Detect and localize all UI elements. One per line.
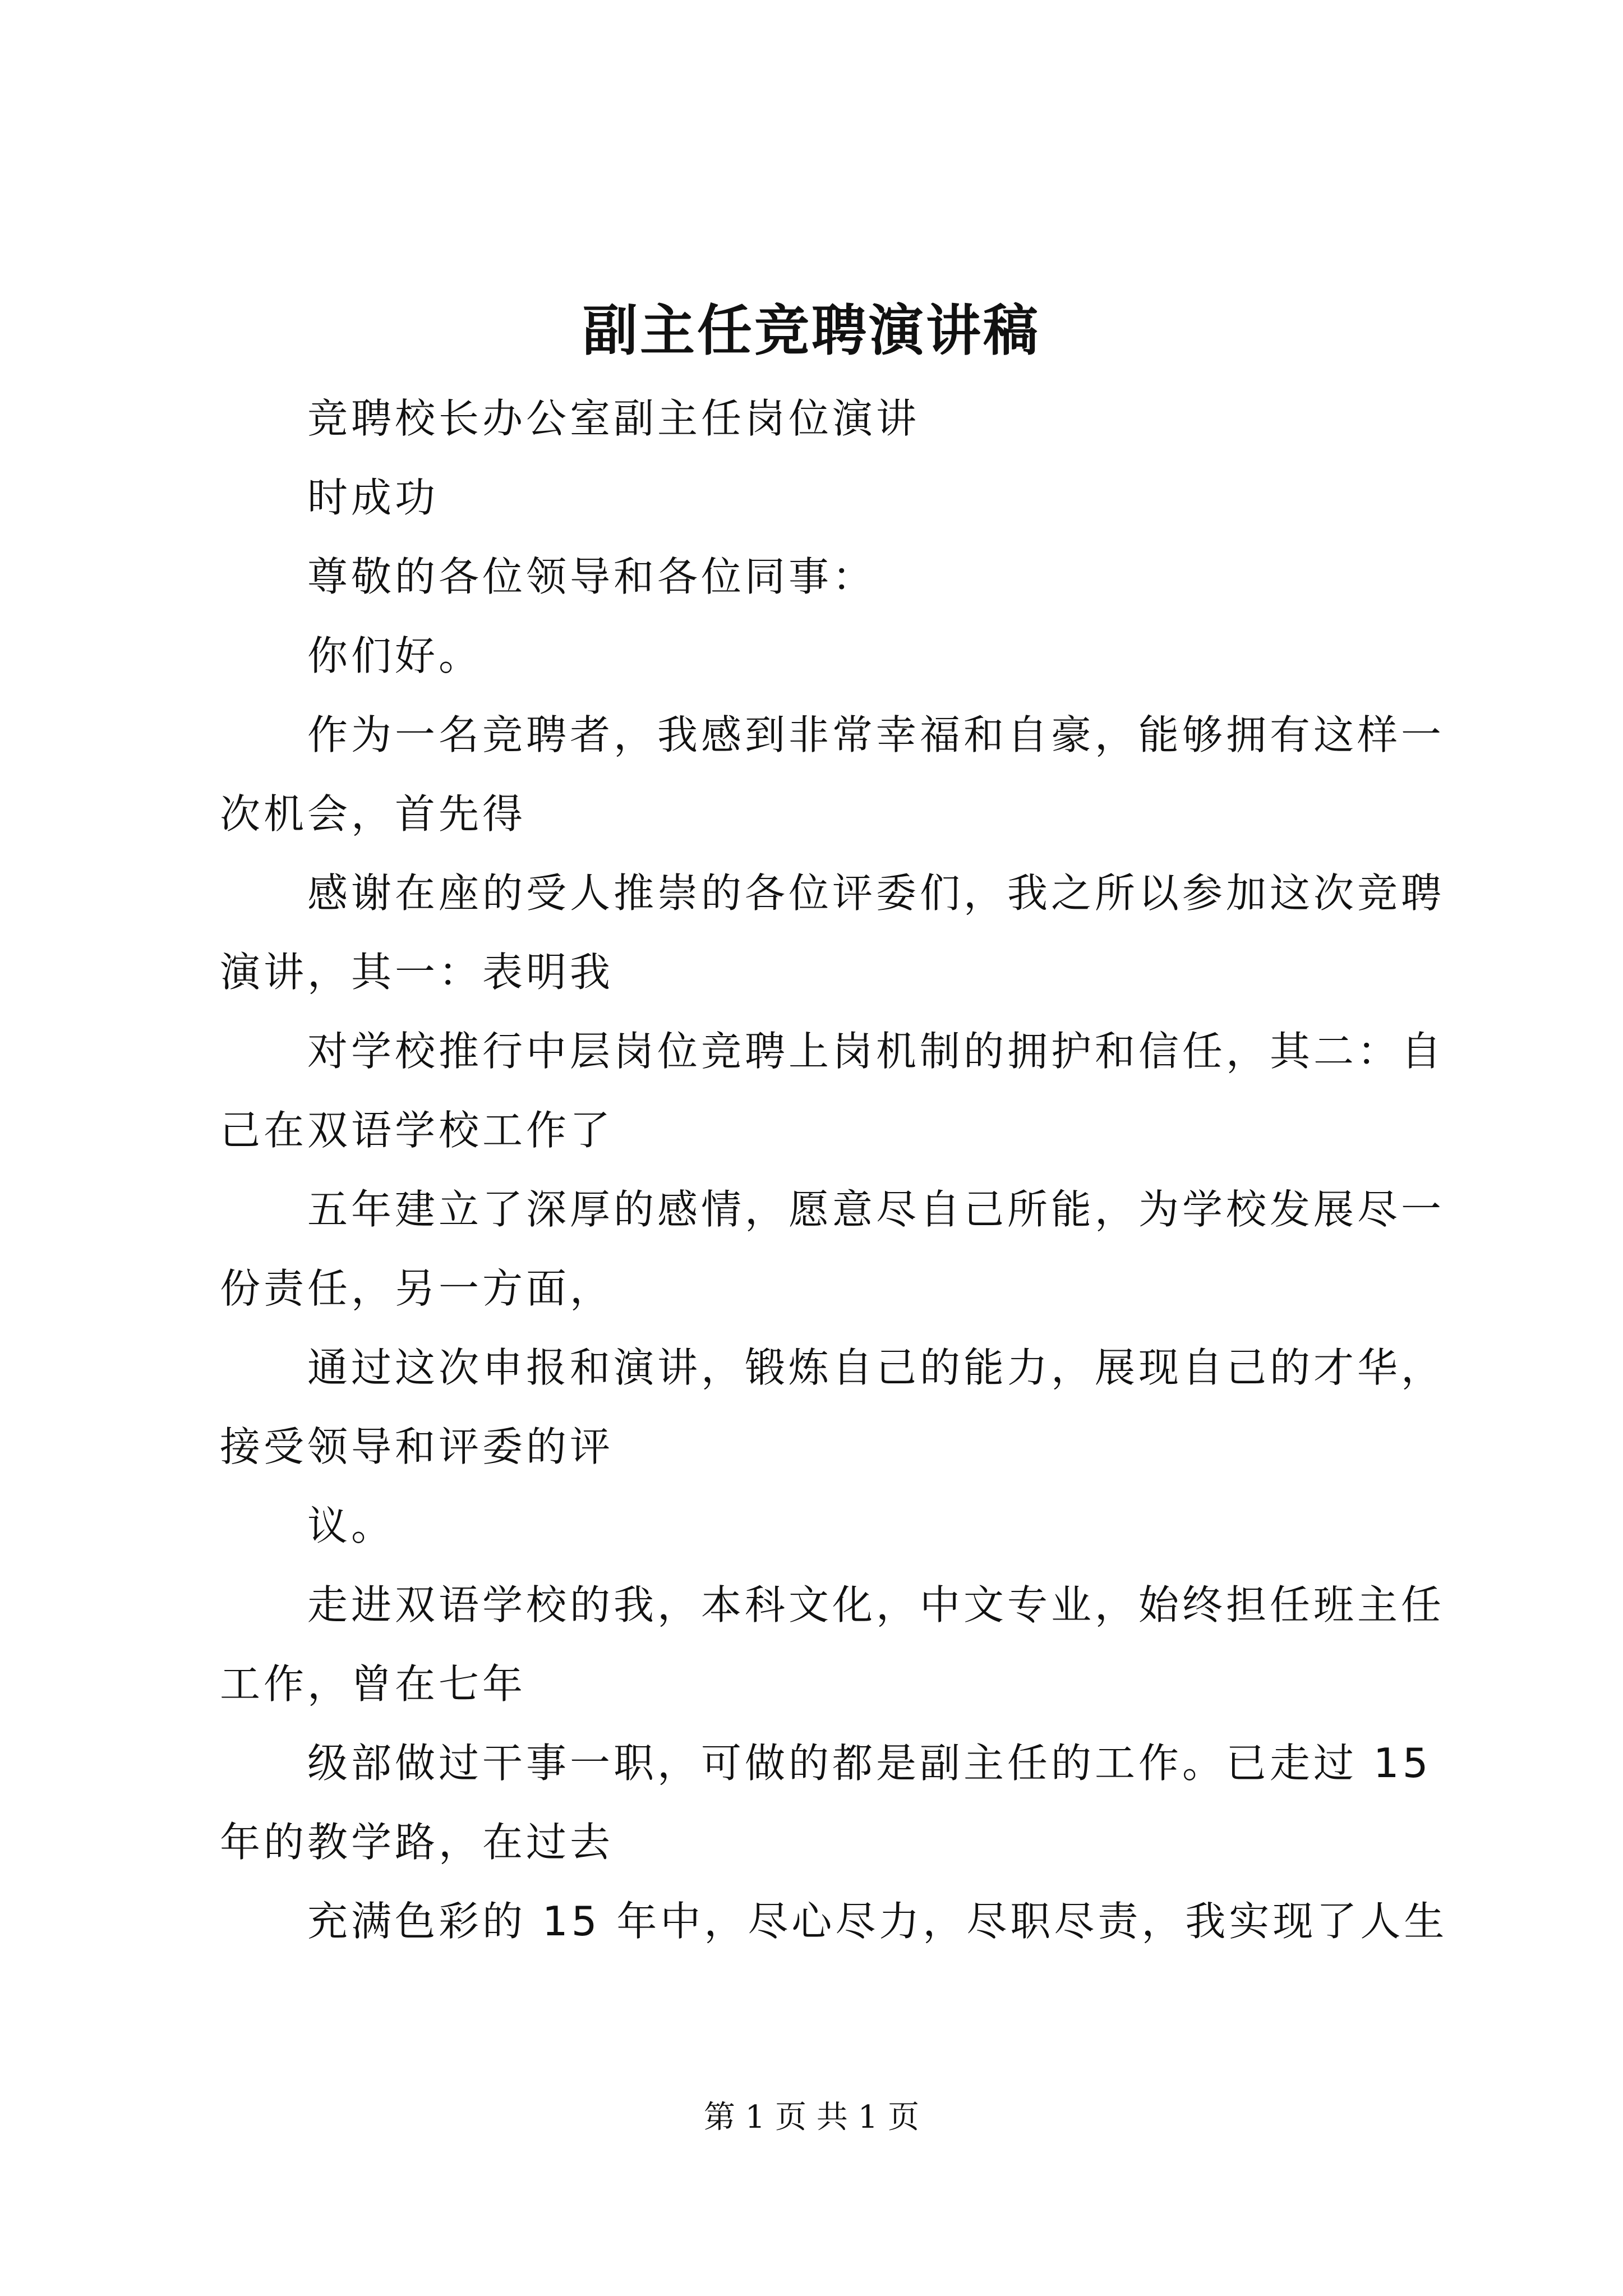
page-footer: 第 1 页 共 1 页 xyxy=(703,2099,920,2136)
paragraph-line: 工作，曾在七年 xyxy=(220,1660,527,1708)
paragraph-line: 年的教学路，在过去 xyxy=(220,1819,614,1866)
paragraph-line: 竞聘校长办公室副主任岗位演讲 xyxy=(307,395,920,442)
paragraph-line: 尊敬的各位领导和各位同事： xyxy=(307,553,877,600)
paragraph-line: 感谢在座的受人推崇的各位评委们，我之所以参加这次竞聘 xyxy=(307,869,1445,917)
paragraph-line: 通过这次申报和演讲，锻炼自己的能力，展现自己的才华， xyxy=(307,1344,1445,1391)
paragraph-line: 时成功 xyxy=(307,474,439,521)
paragraph-line: 作为一名竞聘者，我感到非常幸福和自豪，能够拥有这样一 xyxy=(307,711,1445,758)
paragraph-line: 己在双语学校工作了 xyxy=(220,1107,614,1154)
paragraph-line: 五年建立了深厚的感情，愿意尽自己所能，为学校发展尽一 xyxy=(307,1186,1445,1233)
paragraph-line: 级部做过干事一职，可做的都是副主任的工作。已走过 15 xyxy=(307,1740,1432,1787)
paragraph-line: 对学校推行中层岗位竞聘上岗机制的拥护和信任，其二：自 xyxy=(307,1028,1445,1075)
paragraph-line: 你们好。 xyxy=(307,632,483,679)
document-title: 副主任竞聘演讲稿 xyxy=(582,298,1040,363)
paragraph-line: 演讲，其一：表明我 xyxy=(220,949,614,996)
paragraph-line: 次机会，首先得 xyxy=(220,790,527,838)
document-body xyxy=(220,379,1448,1961)
paragraph-line: 接受领导和评委的评 xyxy=(220,1423,614,1470)
paragraph-line: 充满色彩的 15 年中，尽心尽力，尽职尽责，我实现了人生 xyxy=(307,1898,1448,1945)
paragraph-line: 走进双语学校的我，本科文化，中文专业，始终担任班主任 xyxy=(307,1581,1445,1628)
paragraph-line: 份责任，另一方面， xyxy=(220,1265,614,1312)
paragraph-line: 议。 xyxy=(307,1502,395,1549)
